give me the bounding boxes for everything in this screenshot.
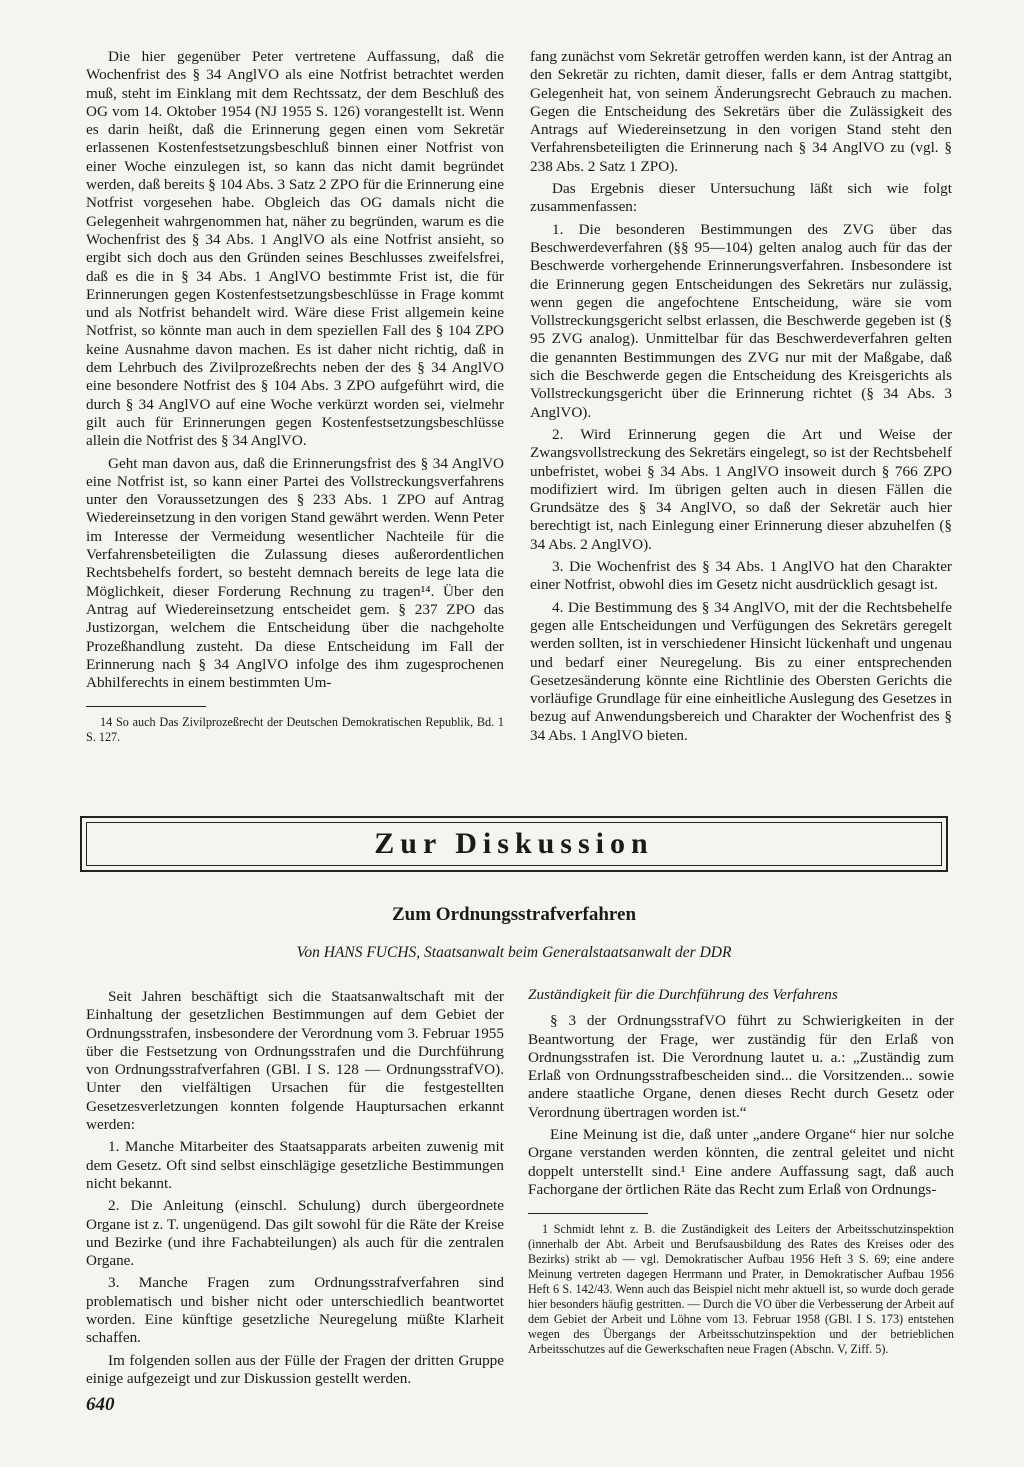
section-banner-title: Zur Diskussion xyxy=(374,827,654,860)
top-left-column xyxy=(86,48,504,745)
summary-point: 3. Die Wochenfrist des § 34 Abs. 1 AnglVO hat den Charakter einer Notfrist, obwohl dies im Gesetz nicht ausdrücklich gesagt ist. xyxy=(530,558,952,594)
paragraph: Geht man davon aus, daß die Erinnerungsfrist des § 34 AnglVO eine Notfrist ist, so kann einer Partei des Vollstreckungsverfahrens unter den Voraussetzungen des § 233 Abs. 1 ZPO auf Antrag Wiedereinsetzung in den vorigen Stand gewährt werden. Wenn Peter im Interesse der Vermeidung wesentlicher Nachteile für die Verfahrensbeteiligten die Zulassung dieses außerordentlichen Rechtsbehelfs fordert, so besteht demnach bereits de lege lata die Möglichkeit, dieser Forderung Rechnung zu tragen¹⁴. Über den Antrag auf Wiedereinsetzung entscheidet gem. § 237 ZPO das Justizorgan, welchem die Entscheidung über die nachgeholte Prozeßhandlung zusteht. Da diese Entscheidung im Fall der Erinnerung nach § 34 AnglVO infolge des ihm zugesprochenen Abhilferechts in einem bestimmten Um- xyxy=(86,454,504,692)
paragraph: Das Ergebnis dieser Untersuchung läßt sich wie folgt zusammenfassen: xyxy=(530,180,952,216)
page-number: 640 xyxy=(86,1394,115,1415)
list-item: 1. Manche Mitarbeiter des Staatsapparats arbeiten zuwenig mit dem Gesetz. Oft sind selbst einschlägige gesetzliche Bestimmungen nicht bekannt. xyxy=(86,1138,504,1192)
paragraph: fang zunächst vom Sekretär getroffen werden kann, ist der Antrag an den Sekretär zu richten, damit dieser, falls er dem Antrag stattgibt, Gelegenheit hat, von seinem Änderungsrecht Gebrauch zu machen. Gegen die Entscheidung des Sekretärs über die Zulässigkeit des Antrags auf Wiedereinsetzung in den vorigen Stand steht den Verfahrensbeteiligten die Erinnerung nach § 34 AnglVO zu (vgl. § 238 Abs. 2 Satz 1 ZPO). xyxy=(530,48,952,175)
summary-point: 1. Die besonderen Bestimmungen des ZVG über das Beschwerdeverfahren (§§ 95—104) gelten analog auch für das der Beschwerde vorhergehende Erinnerungsverfahren. Insbesondere ist die Erinnerung gegen Entscheidungen des Sekretärs nur zulässig, wenn gegen die angefochtene Entscheidung, wäre sie vom Vollstreckungsgericht selbst erlassen, die Beschwerde gegeben ist (§ 95 ZVG analog). Unmittelbar für das Beschwerdeverfahren gelten die genannten Bestimmungen des ZVG nur mit der Maßgabe, daß sich die Beschwerde gegen die Entscheidung des Kreisgerichts als Vollstreckungsgericht über die Erinnerung richtet (§ 34 Abs. 3 AnglVO). xyxy=(530,220,952,421)
section-banner xyxy=(80,816,948,872)
footnote-text: 1 Schmidt lehnt z. B. die Zuständigkeit des Leiters der Arbeitsschutzinspektion (innerhalb der Abt. Arbeit und Berufsausbildung des Rates des Kreises oder des Bezirks) strikt ab — vgl. Demokratischer Aufbau 1956 Heft 3 S. 69; eine andere Meinung vertreten dagegen Herrmann und Prater, in Demokratischer Aufbau 1956 Heft 6 S. 142/43. Wenn auch das Beispiel nicht mehr aktuell ist, so wurde doch gerade hier besonders häufig gestritten. — Durch die VO über die Verbesserung der Arbeit auf dem Gebiet der Arbeit und Löhne vom 13. Februar 1958 (GBl. I S. 173) entstehen wegen des Übergangs der Arbeitsschutzinspektion und der betrieblichen Arbeitsschutzes auf die Gewerkschaften neue Fragen (Abschn. V, Ziff. 5). xyxy=(528,1222,954,1357)
list-item: 3. Manche Fragen zum Ordnungsstrafverfahren sind problematisch und bisher nicht oder unterschiedlich beantwortet worden. Eine künftige gesetzliche Neuregelung müßte Klarheit schaffen. xyxy=(86,1274,504,1347)
summary-point: 4. Die Bestimmung des § 34 AnglVO, mit der die Rechtsbehelfe gegen alle Entscheidungen und Verfügungen des Sekretärs geregelt werden sollten, ist in verschiedener Hinsicht lückenhaft und ungenau und bedarf einer Neuregelung. Bis zu einer entsprechenden Gesetzesänderung könnte eine Richtlinie des Obersten Gerichts die vorläufige Grundlage für eine einheitliche Auslegung des Gesetzes in bezug auf Anwendungsbereich und Charakter der Wochenfrist des § 34 Abs. 1 AnglVO bieten. xyxy=(530,598,952,744)
summary-point: 2. Wird Erinnerung gegen die Art und Weise der Zwangsvollstreckung des Sekretärs eingelegt, so ist der Rechtsbehelf unbefristet, wobei § 34 Abs. 1 AnglVO insoweit durch § 766 ZPO modifiziert wird. Im übrigen gelten auch in diesen Fällen die Grundsätze des § 34 AnglVO, so daß der Sekretär auch hier berechtigt ist, nach Einlegung einer Erinnerung dieser abzuhelfen (§ 34 Abs. 2 AnglVO). xyxy=(530,425,952,553)
footnote-divider xyxy=(528,1213,648,1214)
bottom-right-column xyxy=(528,986,954,1357)
footnote xyxy=(528,1222,954,1357)
list-item: 2. Die Anleitung (einschl. Schulung) durch übergeordnete Organe ist z. T. ungenügend. Das gilt sowohl für die Räte der Kreise und Bezirke (und ihre Fachabteilungen) als auch für die zentralen Organe. xyxy=(86,1197,504,1270)
article-title: Zum Ordnungsstrafverfahren xyxy=(391,904,637,925)
footnote-divider xyxy=(86,706,206,707)
paragraph: Seit Jahren beschäftigt sich die Staatsanwaltschaft mit der Einhaltung der gesetzlichen Bestimmungen auf dem Gebiet der Ordnungsstrafen, insbesondere der Verordnung vom 3. Februar 1955 über die Festsetzung von Ordnungsstrafen und die Durchführung von Ordnungsstrafverfahren (GBl. I S. 128 — OrdnungsstrafVO). Unter den vielfältigen Ursachen für die festgestellten Gesetzesverletzungen konnten folgende Hauptursachen erkannt werden: xyxy=(86,988,504,1134)
bottom-left-column xyxy=(86,988,504,1392)
section-heading: Zuständigkeit für die Durchführung des Verfahrens xyxy=(528,986,838,1003)
section-banner-frame xyxy=(86,822,942,866)
paragraph: § 3 der OrdnungsstrafVO führt zu Schwierigkeiten in der Beantwortung der Frage, wer zuständig für den Erlaß von Ordnungsstrafen ist. Die Verordnung lautet u. a.: „Zuständig zum Erlaß von Ordnungsstrafbescheiden sind... die Vorsitzenden... sowie andere staatliche Organe, denen dieses Recht durch Gesetz oder Verordnung übertragen worden ist.“ xyxy=(528,1012,954,1121)
article-byline: Von HANS FUCHS, Staatsanwalt beim Generalstaatsanwalt der DDR xyxy=(296,944,732,961)
top-right-column xyxy=(530,48,952,749)
paragraph: Die hier gegenüber Peter vertretene Auffassung, daß die Wochenfrist des § 34 AnglVO als eine Notfrist betrachtet werden muß, steht im Einklang mit dem Rechtssatz, der dem Beschluß des OG vom 14. Oktober 1954 (NJ 1955 S. 126) vorangestellt ist. Wenn es darin heißt, daß die Erinnerung gegen einen vom Sekretär erlassenen Kostenfestsetzungsbeschluß binnen einer Notfrist von einer Woche einzulegen ist, so kann das nicht damit begründet werden, daß bereits § 104 Abs. 3 Satz 2 ZPO für die Erinnerung eine Notfrist vorgesehen habe. Obgleich das OG damals nicht die Gelegenheit wahrgenommen hat, näher zu begründen, warum es die Wochenfrist des § 34 Abs. 1 AnglVO als eine Notfrist ansieht, so ergibt sich doch aus den Gründen seines Beschlusses zweifelsfrei, daß es die in § 34 Abs. 1 AnglVO bestimmte Frist ist, die für Erinnerungen gegen Kostenfestsetzungsbeschlüsse in Frage kommt und als Notfrist behandelt wird. Wäre diese Frist allgemein keine Notfrist, so könnte man auch in dem speziellen Fall des § 104 ZPO keine Ausnahme davon machen. Es ist daher nicht richtig, daß in dem Lehrbuch des Zivilprozeßrechts neben der des § 34 AnglVO eine besondere Notfrist des § 104 Abs. 3 ZPO aufgeführt wird, die durch § 34 AnglVO auf eine Woche verkürzt worden sei, vielmehr gilt auch für Erinnerungen gegen Kostenfestsetzungsbeschlüsse allein die Notfrist des § 34 AnglVO. xyxy=(86,48,504,450)
paragraph: Im folgenden sollen aus der Fülle der Fragen der dritten Gruppe einige aufgezeigt und zur Diskussion gestellt werden. xyxy=(86,1351,504,1387)
footnote xyxy=(86,715,504,745)
paragraph: Eine Meinung ist die, daß unter „andere Organe“ hier nur solche Organe verstanden werden könnten, die zentral geleitet und nicht doppelt unterstellt sind.¹ Eine andere Auffassung sagt, daß auch Fachorgane der örtlichen Räte das Recht zum Erlaß von Ordnungs- xyxy=(528,1126,954,1198)
footnote-text: 14 So auch Das Zivilprozeßrecht der Deutschen Demokratischen Republik, Bd. 1 S. 127. xyxy=(86,715,504,745)
